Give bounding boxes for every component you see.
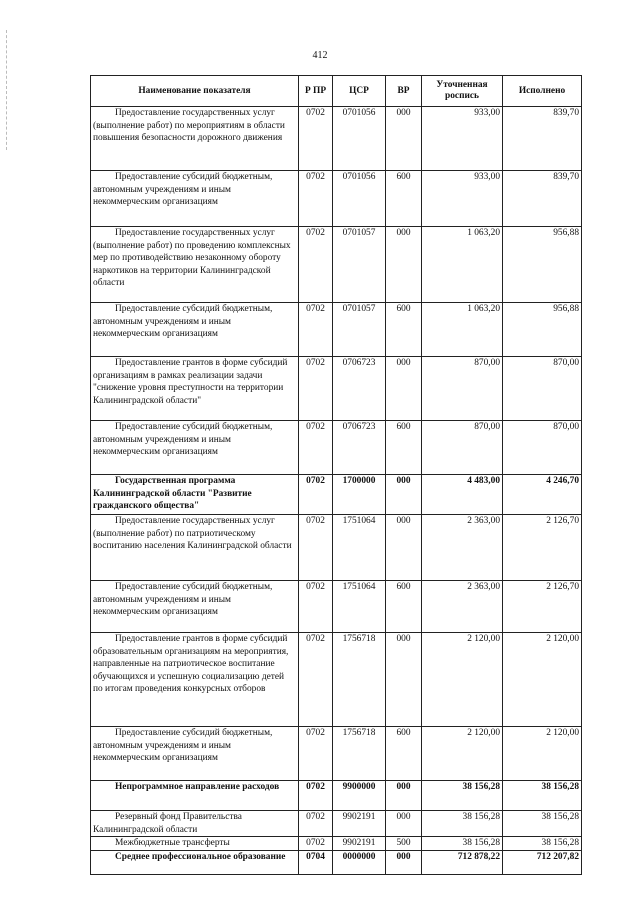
row-vr-cell: 000: [386, 850, 422, 874]
row-csr-cell: 9902191: [333, 837, 386, 851]
row-plan-cell: 2 120,00: [422, 633, 503, 727]
row-plan-cell: 38 156,28: [422, 837, 503, 851]
row-exec-cell: 38 156,28: [503, 811, 582, 837]
row-name-cell: Предоставление субсидий бюджетным, автономным учреждениям и иным некоммерческим организациям: [91, 421, 299, 475]
row-csr-cell: 0701056: [333, 107, 386, 171]
row-plan-cell: 4 483,00: [422, 475, 503, 515]
row-exec-cell: 2 120,00: [503, 727, 582, 781]
row-plan-cell: 2 120,00: [422, 727, 503, 781]
table-row: [91, 811, 582, 837]
row-plan-cell: 712 878,22: [422, 850, 503, 874]
table-row: [91, 515, 582, 581]
row-exec-cell: 2 126,70: [503, 515, 582, 581]
row-csr-cell: 1751064: [333, 515, 386, 581]
header-csr: ЦСР: [333, 76, 386, 107]
row-name-cell: Непрограммное направление расходов: [91, 781, 299, 811]
row-exec-cell: 4 246,70: [503, 475, 582, 515]
row-exec-cell: 38 156,28: [503, 837, 582, 851]
table-row: [91, 633, 582, 727]
row-name-cell: Предоставление субсидий бюджетным, автономным учреждениям и иным некоммерческим организациям: [91, 581, 299, 633]
row-csr-cell: 0701057: [333, 303, 386, 357]
table-header-row: [91, 76, 582, 107]
row-rpr-cell: 0702: [299, 727, 333, 781]
row-name-cell: Предоставление грантов в форме субсидий образовательным организациям на мероприятия, направленные на патриотическое воспитание обучающихся и успешную социализацию детей по итогам проведения конкурсных отборов: [91, 633, 299, 727]
row-name-cell: Предоставление государственных услуг (выполнение работ) по проведению комплексных мер по противодействию незаконному обороту наркотиков на территории Калининградской области: [91, 227, 299, 303]
row-rpr-cell: 0702: [299, 633, 333, 727]
row-csr-cell: 1751064: [333, 581, 386, 633]
table-row: [91, 837, 582, 851]
table-row: [91, 421, 582, 475]
row-vr-cell: 600: [386, 303, 422, 357]
row-exec-cell: 712 207,82: [503, 850, 582, 874]
budget-execution-table: [90, 75, 582, 875]
row-name-cell: Предоставление государственных услуг (выполнение работ) по мероприятиям в области повышения безопасности дорожного движения: [91, 107, 299, 171]
header-name: Наименование показателя: [91, 76, 299, 107]
row-vr-cell: 000: [386, 811, 422, 837]
row-exec-cell: 2 126,70: [503, 581, 582, 633]
table-row: [91, 227, 582, 303]
row-csr-cell: 0000000: [333, 850, 386, 874]
row-plan-cell: 933,00: [422, 107, 503, 171]
row-vr-cell: 000: [386, 781, 422, 811]
table-row: [91, 171, 582, 227]
row-vr-cell: 000: [386, 515, 422, 581]
header-vr: ВР: [386, 76, 422, 107]
row-vr-cell: 000: [386, 357, 422, 421]
table-row: [91, 850, 582, 874]
row-name-cell: Предоставление субсидий бюджетным, автономным учреждениям и иным некоммерческим организациям: [91, 171, 299, 227]
row-rpr-cell: 0702: [299, 811, 333, 837]
row-vr-cell: 600: [386, 727, 422, 781]
row-plan-cell: 2 363,00: [422, 515, 503, 581]
row-csr-cell: 1756718: [333, 727, 386, 781]
row-name-cell: Предоставление государственных услуг (выполнение работ) по патриотическому воспитанию населения Калининградской области: [91, 515, 299, 581]
row-name-cell: Предоставление субсидий бюджетным, автономным учреждениям и иным некоммерческим организациям: [91, 303, 299, 357]
row-csr-cell: 0706723: [333, 357, 386, 421]
row-rpr-cell: 0702: [299, 171, 333, 227]
row-vr-cell: 000: [386, 475, 422, 515]
row-name-cell: Среднее профессиональное образование: [91, 850, 299, 874]
row-vr-cell: 600: [386, 421, 422, 475]
row-plan-cell: 1 063,20: [422, 303, 503, 357]
row-name-cell: Предоставление субсидий бюджетным, автономным учреждениям и иным некоммерческим организациям: [91, 727, 299, 781]
row-vr-cell: 000: [386, 633, 422, 727]
row-plan-cell: 870,00: [422, 357, 503, 421]
row-name-cell: Резервный фонд Правительства Калининградской области: [91, 811, 299, 837]
row-vr-cell: 500: [386, 837, 422, 851]
row-plan-cell: 38 156,28: [422, 781, 503, 811]
row-name-cell: Межбюджетные трансферты: [91, 837, 299, 851]
row-exec-cell: 38 156,28: [503, 781, 582, 811]
row-csr-cell: 1756718: [333, 633, 386, 727]
row-csr-cell: 9900000: [333, 781, 386, 811]
row-vr-cell: 600: [386, 171, 422, 227]
page-number: 412: [312, 50, 328, 61]
row-exec-cell: 2 120,00: [503, 633, 582, 727]
table-row: [91, 357, 582, 421]
row-exec-cell: 839,70: [503, 171, 582, 227]
row-rpr-cell: 0702: [299, 107, 333, 171]
table-row: [91, 581, 582, 633]
row-rpr-cell: 0702: [299, 837, 333, 851]
row-rpr-cell: 0702: [299, 475, 333, 515]
row-rpr-cell: 0702: [299, 227, 333, 303]
table-body: [91, 107, 582, 875]
row-exec-cell: 870,00: [503, 421, 582, 475]
row-vr-cell: 600: [386, 581, 422, 633]
row-rpr-cell: 0702: [299, 303, 333, 357]
table-row: [91, 727, 582, 781]
row-exec-cell: 870,00: [503, 357, 582, 421]
row-exec-cell: 839,70: [503, 107, 582, 171]
row-plan-cell: 1 063,20: [422, 227, 503, 303]
row-rpr-cell: 0704: [299, 850, 333, 874]
binding-margin-line: [6, 30, 8, 150]
row-csr-cell: 0701056: [333, 171, 386, 227]
row-plan-cell: 2 363,00: [422, 581, 503, 633]
row-exec-cell: 956,88: [503, 303, 582, 357]
row-name-cell: Предоставление грантов в форме субсидий организациям в рамках реализации задачи "снижение уровня преступности на территории Калининградской области": [91, 357, 299, 421]
row-name-cell: Государственная программа Калининградской области "Развитие гражданского общества": [91, 475, 299, 515]
row-csr-cell: 0706723: [333, 421, 386, 475]
row-csr-cell: 0701057: [333, 227, 386, 303]
row-csr-cell: 9902191: [333, 811, 386, 837]
header-rpr: Р ПР: [299, 76, 333, 107]
header-exec: Исполнено: [503, 76, 582, 107]
row-csr-cell: 1700000: [333, 475, 386, 515]
row-rpr-cell: 0702: [299, 781, 333, 811]
row-exec-cell: 956,88: [503, 227, 582, 303]
table-row: [91, 781, 582, 811]
row-vr-cell: 000: [386, 227, 422, 303]
row-plan-cell: 933,00: [422, 171, 503, 227]
row-plan-cell: 38 156,28: [422, 811, 503, 837]
table-row: [91, 475, 582, 515]
table-row: [91, 303, 582, 357]
row-vr-cell: 000: [386, 107, 422, 171]
row-rpr-cell: 0702: [299, 421, 333, 475]
row-rpr-cell: 0702: [299, 357, 333, 421]
row-rpr-cell: 0702: [299, 581, 333, 633]
row-rpr-cell: 0702: [299, 515, 333, 581]
table-row: [91, 107, 582, 171]
row-plan-cell: 870,00: [422, 421, 503, 475]
header-plan: Уточненная роспись: [422, 76, 503, 107]
